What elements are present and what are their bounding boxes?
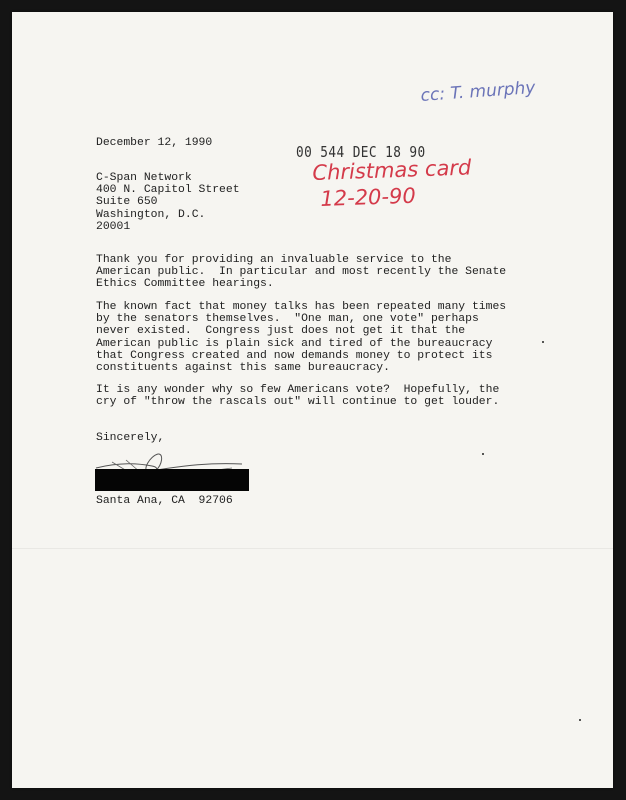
- body-line: Thank you for providing an invaluable service to the: [96, 254, 452, 266]
- red-handwritten-note-line1: Christmas card: [312, 155, 472, 185]
- body-line: It is any wonder why so few Americans vote? Hopefully, the: [96, 384, 500, 396]
- paper-fold-line: [12, 548, 613, 549]
- letter-closing: Sincerely,: [96, 432, 165, 444]
- body-line: never existed. Congress just does not get it that the: [96, 325, 466, 338]
- body-line: by the senators themselves. "One man, one vote" perhaps: [96, 313, 479, 326]
- address-line: Suite 650: [96, 196, 158, 209]
- body-line: The known fact that money talks has been repeated many times: [96, 301, 507, 313]
- letter-date: December 12, 1990: [96, 137, 213, 149]
- body-line: Ethics Committee hearings.: [96, 278, 274, 291]
- paper-speck: [482, 453, 484, 455]
- cc-handwritten-note: cc: T. murphy: [420, 77, 537, 106]
- address-line: C-Span Network: [96, 172, 192, 184]
- address-line: Washington, D.C.: [96, 208, 206, 221]
- received-date-stamp: 00 544 DEC 18 90: [296, 143, 426, 161]
- sender-city-line: Santa Ana, CA 92706: [96, 495, 233, 507]
- address-line: 400 N. Capitol Street: [96, 184, 240, 197]
- red-handwritten-note-line2: 12-20-90: [320, 183, 417, 211]
- address-line: 20001: [96, 220, 131, 233]
- body-line: American public is plain sick and tired of the bureaucracy: [96, 337, 493, 350]
- body-line: that Congress created and now demands money to protect its: [96, 349, 493, 362]
- redacted-name-block: [95, 469, 249, 491]
- paper-speck: [542, 341, 544, 343]
- body-line: constituents against this same bureaucracy.: [96, 362, 390, 374]
- letter-page: [12, 12, 613, 788]
- body-line: cry of "throw the rascals out" will continue to get louder.: [96, 396, 500, 409]
- paper-speck: [579, 719, 581, 721]
- body-line: American public. In particular and most recently the Senate: [96, 266, 507, 279]
